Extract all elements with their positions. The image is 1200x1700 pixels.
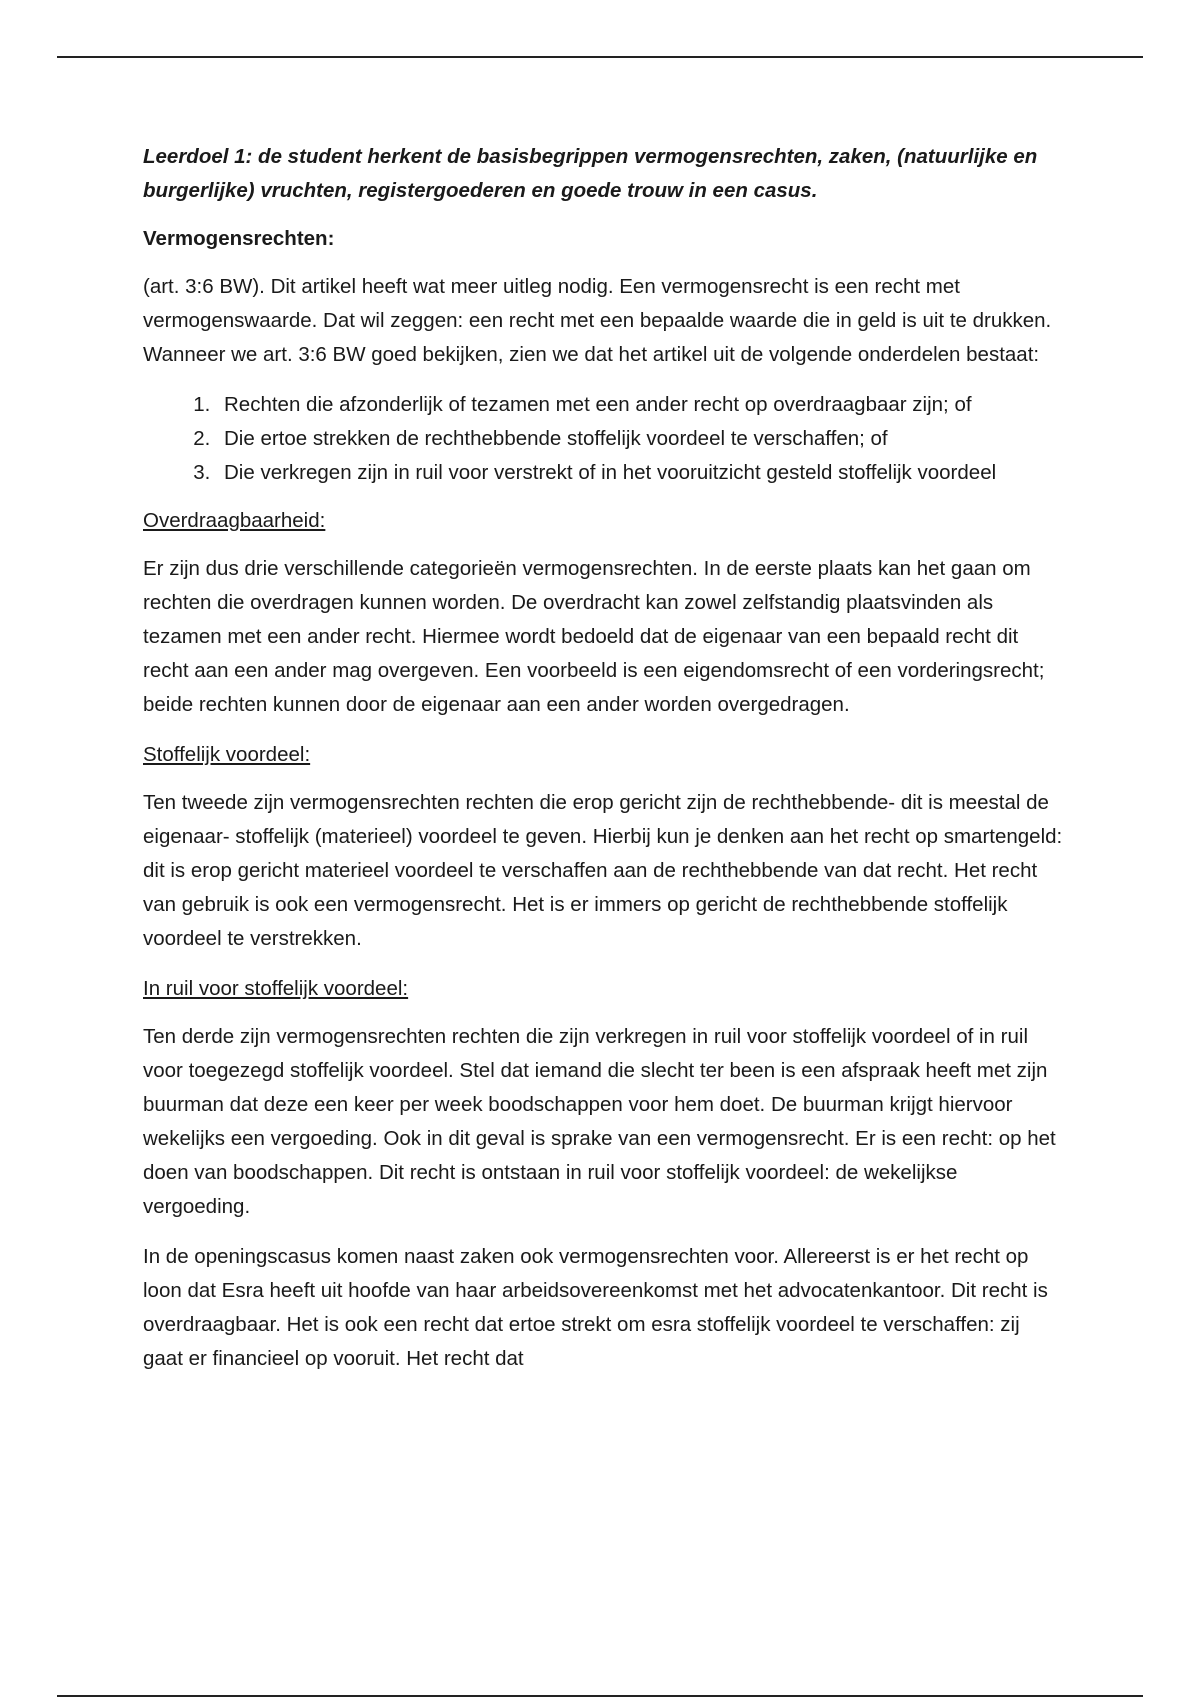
paragraph-vermogensrechten-intro: (art. 3:6 BW). Dit artikel heeft wat meer uitleg nodig. Een vermogensrecht is een recht met vermogenswaarde. Dat wil zeggen: een recht met een bepaalde waarde die in geld is uit te drukken. Wanneer we art. 3:6 BW goed bekijken, zien we dat het artikel uit de volgende onderdelen bestaat: bbox=[143, 275, 1052, 366]
heading-overdraagbaarheid: Overdraagbaarheid: bbox=[143, 509, 326, 532]
heading-vermogensrechten: Vermogensrechten: bbox=[143, 227, 335, 250]
page-bottom-rule bbox=[57, 1695, 1143, 1697]
criteria-item: 1. Rechten die afzonderlijk of tezamen met een ander recht op overdraagbaar zijn; of bbox=[216, 388, 1063, 422]
paragraph-openingscasus: In de openingscasus komen naast zaken ook vermogensrechten voor. Allereerst is er het recht op loon dat Esra heeft uit hoofde van haar arbeidsovereenkomst met het advocatenkantoor. Dit recht is overdraagbaar. Het is ook een recht dat ertoe strekt om esra stoffelijk voordeel te verschaffen: zij gaat er financieel op vooruit. Het recht dat bbox=[143, 1245, 1048, 1370]
criteria-item: 3. Die verkregen zijn in ruil voor verstrekt of in het vooruitzicht gesteld stoffelijk voordeel bbox=[216, 456, 1063, 490]
paragraph-stoffelijk-voordeel: Ten tweede zijn vermogensrechten rechten die erop gericht zijn de rechthebbende- dit is meestal de eigenaar- stoffelijk (materieel) voordeel te geven. Hierbij kun je denken aan het recht op smartengeld: dit is erop gericht materieel voordeel te verschaffen aan de rechthebbende van dat recht. Het recht van gebruik is ook een vermogensrecht. Het is er immers op gericht de rechthebbende stoffelijk voordeel te verstrekken. bbox=[143, 791, 1063, 950]
paragraph-in-ruil: Ten derde zijn vermogensrechten rechten die zijn verkregen in ruil voor stoffelijk voordeel of in ruil voor toegezegd stoffelijk voordeel. Stel dat iemand die slecht ter been is een afspraak heeft met zijn buurman dat deze een keer per week boodschappen voor hem doet. De buurman krijgt hiervoor wekelijks een vergoeding. Ook in dit geval is sprake van een vermogensrecht. Er is een recht: op het doen van boodschappen. Dit recht is ontstaan in ruil voor stoffelijk voordeel: de wekelijkse vergoeding. bbox=[143, 1025, 1056, 1218]
heading-stoffelijk-voordeel: Stoffelijk voordeel: bbox=[143, 743, 311, 766]
learning-goal: Leerdoel 1: de student herkent de basisbegrippen vermogensrechten, zaken, (natuurlijke en burgerlijke) vruchten, registergoederen en goede trouw in een casus. bbox=[143, 145, 1038, 202]
criteria-list bbox=[143, 388, 1063, 490]
criteria-item: 2. Die ertoe strekken de rechthebbende stoffelijk voordeel te verschaffen; of bbox=[216, 422, 1063, 456]
heading-in-ruil: In ruil voor stoffelijk voordeel: bbox=[143, 977, 409, 1000]
page-top-rule bbox=[57, 56, 1143, 58]
paragraph-overdraagbaarheid: Er zijn dus drie verschillende categorieën vermogensrechten. In de eerste plaats kan het gaan om rechten die overdragen kunnen worden. De overdracht kan zowel zelfstandig plaatsvinden als tezamen met een ander recht. Hiermee wordt bedoeld dat de eigenaar van een bepaald recht dit recht aan een ander mag overgeven. Een voorbeeld is een eigendomsrecht of een vorderingsrecht; beide rechten kunnen door de eigenaar aan een ander worden overgedragen. bbox=[143, 557, 1045, 716]
document-body bbox=[143, 140, 1063, 1392]
